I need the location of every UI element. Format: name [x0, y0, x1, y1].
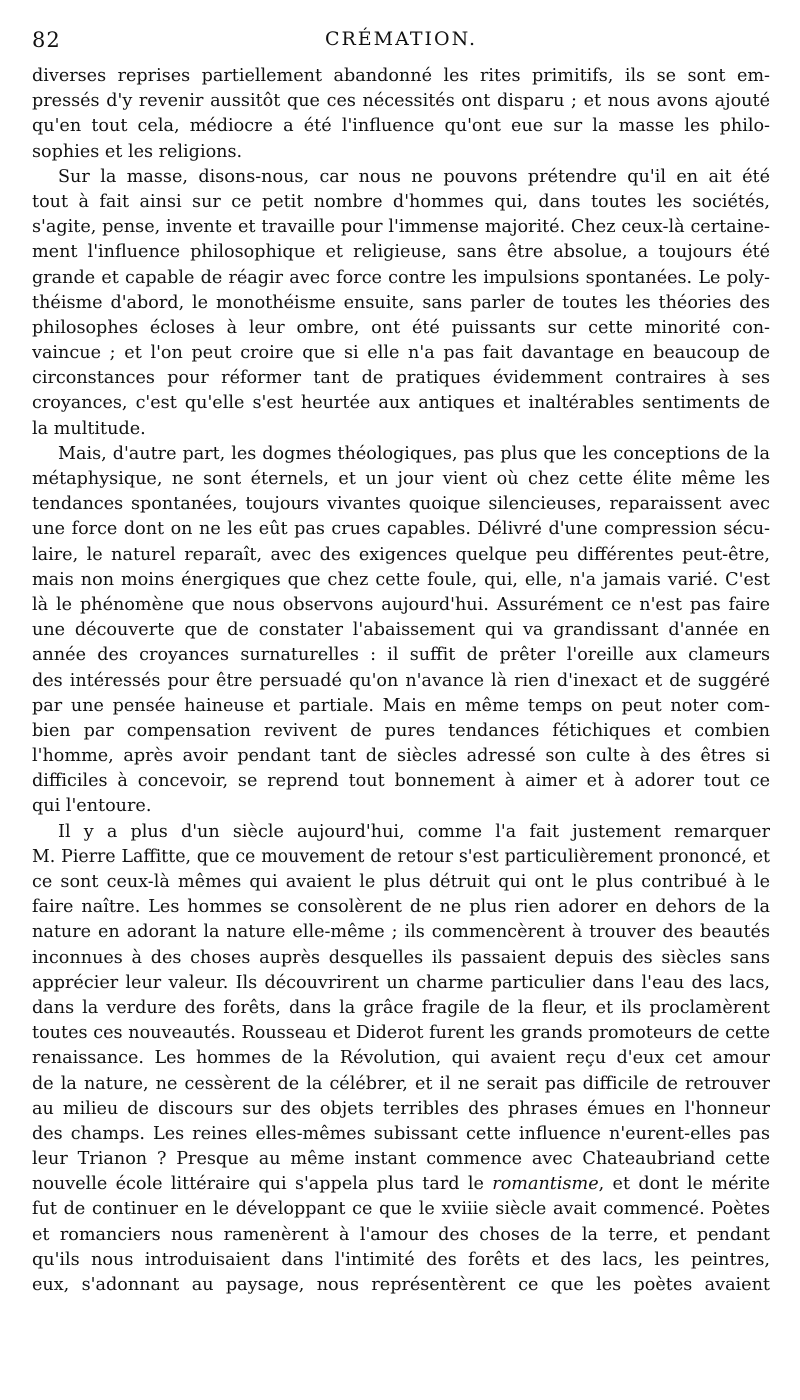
text-line: inconnues à des choses auprès desquelles ils passaient depuis des siècles sans [32, 947, 770, 968]
text-line: de la nature, ne cessèrent de la célébrer, et il ne serait pas difficile de retrouver [32, 1073, 770, 1094]
text-line: la multitude. [32, 418, 146, 439]
text-line: M. Pierre Laffitte, que ce mouvement de retour s'est particulièrement prononcé, et [32, 846, 770, 867]
text-line: tout à fait ainsi sur ce petit nombre d'hommes qui, dans toutes les sociétés, [32, 191, 770, 212]
text-line: circonstances pour réformer tant de pratiques évidemment contraires à ses [32, 368, 770, 389]
text-line: vaincue ; et l'on peut croire que si elle n'a pas fait davantage en beaucoup de [32, 343, 770, 364]
text-line: ce sont ceux-là mêmes qui avaient le plus détruit qui ont le plus contribué à le [32, 872, 770, 892]
text-line: tendances spontanées, toujours vivantes quoique silencieuses, reparaissent avec [32, 494, 770, 515]
text-line: des champs. Les reines elles-mêmes subissant cette influence n'eurent-elles pas [32, 1123, 770, 1144]
book-page [32, 28, 770, 1298]
text-line: année des croyances surnaturelles : il suffit de prêter l'oreille aux clameurs [32, 645, 770, 666]
text-line: Sur la masse, disons-nous, car nous ne pouvons prétendre qu'il en ait été [58, 166, 770, 187]
text-line: nature en adorant la nature elle-même ; ils commencèrent à trouver des beautés [32, 922, 770, 943]
text-line: nouvelle école littéraire qui s'appela plus tard le romantisme, et dont le mérite [32, 1174, 770, 1195]
text-line: au milieu de discours sur des objets terribles des phrases émues en l'honneur [32, 1098, 770, 1119]
text-line: Mais, d'autre part, les dogmes théologiques, pas plus que les conceptions de la [58, 443, 770, 464]
text-line: bien par compensation revivent de pures tendances fétichiques et combien [32, 720, 770, 741]
text-line: grande et capable de réagir avec force contre les impulsions spontanées. Le poly- [32, 267, 770, 288]
text-line: sophies et les religions. [32, 141, 243, 162]
text-line: dans la verdure des forêts, dans la grâce fragile de la fleur, et ils proclamèrent [32, 997, 770, 1018]
page-number: 82 [32, 28, 61, 52]
text-line: philosophes écloses à leur ombre, ont été puissants sur cette minorité con- [32, 317, 770, 338]
text-line: diverses reprises partiellement abandonné les rites primitifs, ils se sont em- [32, 66, 770, 86]
text-line: croyances, c'est qu'elle s'est heurtée aux antiques et inaltérables sentiments de [32, 393, 770, 414]
text-line: Il y a plus d'un siècle aujourd'hui, comme l'a fait justement remarquer [58, 821, 770, 842]
text-line: renaissance. Les hommes de la Révolution, qui avaient reçu d'eux cet amour [32, 1048, 770, 1069]
text-line: eux, s'adonnant au paysage, nous représentèrent ce que les poètes avaient [32, 1275, 770, 1295]
text-line: qui l'entoure. [32, 796, 152, 817]
text-line: et romanciers nous ramenèrent à l'amour des choses de la terre, et pendant [32, 1224, 770, 1245]
text-line: leur Trianon ? Presque au même instant commence avec Chateaubriand cette [32, 1149, 770, 1170]
text-line: qu'en tout cela, médiocre a été l'influence qu'ont eue sur la masse les philo- [32, 116, 770, 137]
text-line: faire naître. Les hommes se consolèrent de ne plus rien adorer en dehors de la [32, 897, 770, 918]
page-header [32, 28, 770, 58]
text-line: une découverte que de constater l'abaissement qui va grandissant d'année en [32, 620, 770, 641]
text-line: par une pensée haineuse et partiale. Mais en même temps on peut noter com- [32, 695, 770, 716]
running-title: CRÉMATION. [324, 28, 478, 50]
text-line: laire, le naturel reparaît, avec des exigences quelque peu différentes peut-être, [32, 544, 770, 565]
italic-term: romantisme [492, 1174, 599, 1195]
text-line: l'homme, après avoir pendant tant de siècles adressé son culte à des êtres si [32, 746, 770, 767]
text-line: une force dont on ne les eût pas crues capables. Délivré d'une compression sécu- [32, 519, 770, 540]
text-line: pressés d'y revenir aussitôt que ces nécessités ont disparu ; et nous avons ajouté [32, 91, 770, 112]
text-line: théisme d'abord, le monothéisme ensuite, sans parler de toutes les théories des [32, 292, 770, 313]
text-line: qu'ils nous introduisaient dans l'intimité des forêts et des lacs, les peintres, [32, 1249, 770, 1270]
body-text [32, 64, 770, 1298]
text-line: ment l'influence philosophique et religieuse, sans être absolue, a toujours été [32, 242, 770, 263]
text-line: métaphysique, ne sont éternels, et un jour vient où chez cette élite même les [32, 469, 770, 489]
text-line: difficiles à concevoir, se reprend tout bonnement à aimer et à adorer tout ce [32, 771, 770, 792]
text-line: là le phénomène que nous observons aujourd'hui. Assurément ce n'est pas faire [32, 594, 770, 615]
text-line: fut de continuer en le développant ce que le xviiie siècle avait commencé. Poètes [32, 1199, 770, 1220]
text-line: apprécier leur valeur. Ils découvrirent un charme particulier dans l'eau des lacs, [32, 972, 770, 993]
text-line: des intéressés pour être persuadé qu'on n'avance là rien d'inexact et de suggéré [32, 670, 770, 691]
text-line: mais non moins énergiques que chez cette foule, qui, elle, n'a jamais varié. C'est [32, 569, 770, 590]
text-line: toutes ces nouveautés. Rousseau et Diderot furent les grands promoteurs de cette [32, 1023, 770, 1044]
text-line: s'agite, pense, invente et travaille pour l'immense majorité. Chez ceux-là certaine- [32, 217, 770, 238]
